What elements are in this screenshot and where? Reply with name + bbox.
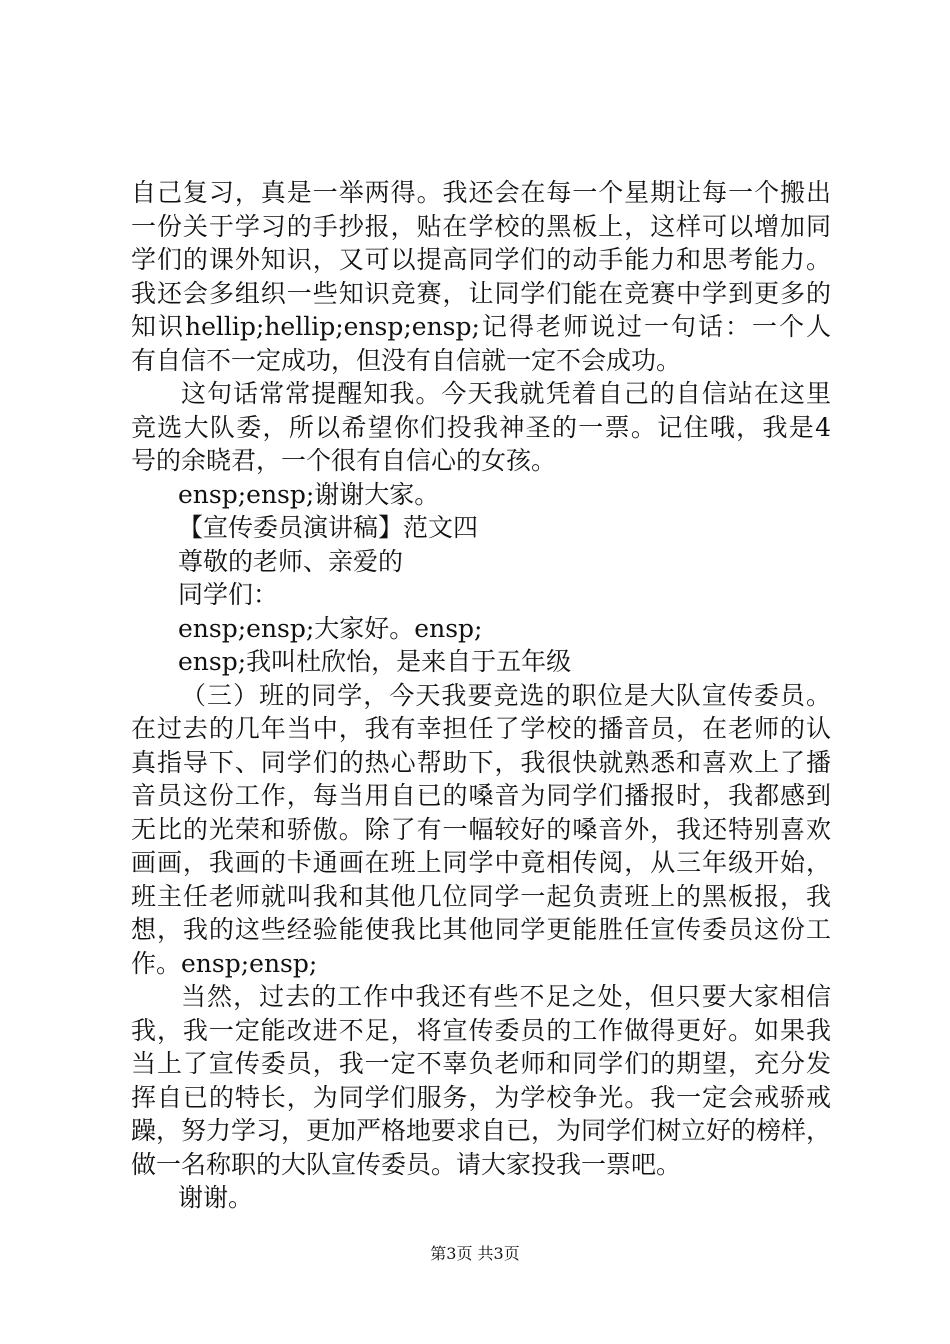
text-line: 挥自已的特长，为同学们服务，为学校争光。我一定会戒骄戒 bbox=[131, 1082, 831, 1112]
text-line: （三）班的同学，今天我要竞选的职位是大队宣传委员。 bbox=[181, 680, 831, 710]
text-line: 音员这份工作，每当用自已的嗓音为同学们播报时，我都感到 bbox=[131, 781, 831, 810]
text-line: 知识hellip;hellip;ensp;ensp;记得老师说过一句话：一个人 bbox=[131, 312, 831, 341]
text-line: 在过去的几年当中，我有幸担任了学校的播音员，在老师的认 bbox=[131, 714, 831, 743]
text-line: 无比的光荣和骄傲。除了有一幅较好的嗓音外，我还特别喜欢 bbox=[131, 814, 831, 844]
text-line: ensp;ensp;大家好。ensp; bbox=[178, 613, 483, 643]
text-line: 自己复习，真是一举两得。我还会在每一个星期让每一个搬出 bbox=[131, 178, 831, 207]
document-body bbox=[131, 176, 831, 1215]
text-line: 我还会多组织一些知识竞赛，让同学们能在竞赛中学到更多的 bbox=[131, 278, 831, 308]
text-line: 一份关于学习的手抄报，贴在学校的黑板上，这样可以增加同 bbox=[131, 211, 831, 241]
text-line: 躁，努力学习，更加严格地要求自已，为同学们树立好的榜样， bbox=[131, 1116, 832, 1145]
text-line: 尊敬的老师、亲爱的 bbox=[178, 546, 404, 576]
text-line: 这句话常常提醒知我。今天我就凭着自己的自信站在这里 bbox=[181, 379, 831, 408]
text-line: 竞选大队委，所以希望你们投我神圣的一票。记住哦，我是4 bbox=[131, 412, 831, 442]
text-line: 号的余晓君，一个很有自信心的女孩。 bbox=[131, 446, 557, 475]
text-line: 当上了宣传委员，我一定不辜负老师和同学们的期望，充分发 bbox=[131, 1049, 831, 1078]
section-heading: 【宣传委员演讲稿】范文四 bbox=[178, 513, 479, 542]
text-line: 想，我的这些经验能使我比其他同学更能胜任宣传委员这份工 bbox=[131, 915, 831, 944]
text-line: 当然，过去的工作中我还有些不足之处，但只要大家相信 bbox=[181, 982, 831, 1011]
text-line: 有自信不一定成功，但没有自信就一定不会成功。 bbox=[131, 345, 682, 375]
text-line: 学们的课外知识，又可以提高同学们的动手能力和思考能力。 bbox=[131, 245, 831, 274]
text-line: ensp;ensp;谢谢大家。 bbox=[178, 479, 440, 509]
text-line: 做一名称职的大队宣传委员。请大家投我一票吧。 bbox=[131, 1149, 682, 1179]
text-line: 作。ensp;ensp; bbox=[131, 948, 318, 978]
text-line: 我，我一定能改进不足，将宣传委员的工作做得更好。如果我 bbox=[131, 1015, 831, 1045]
text-line: 班主任老师就叫我和其他几位同学一起负责班上的黑板报，我 bbox=[131, 881, 831, 911]
page-number: 第3页 共3页 bbox=[430, 1244, 520, 1263]
text-line: 谢谢。 bbox=[178, 1183, 254, 1212]
text-line: 真指导下、同学们的热心帮助下，我很快就熟悉和喜欢上了播 bbox=[131, 747, 831, 777]
text-line: 同学们： bbox=[178, 580, 279, 609]
text-line: 画画，我画的卡通画在班上同学中竟相传阅，从三年级开始， bbox=[131, 848, 831, 877]
text-line: ensp;我叫杜欣怡，是来自于五年级 bbox=[178, 647, 572, 676]
